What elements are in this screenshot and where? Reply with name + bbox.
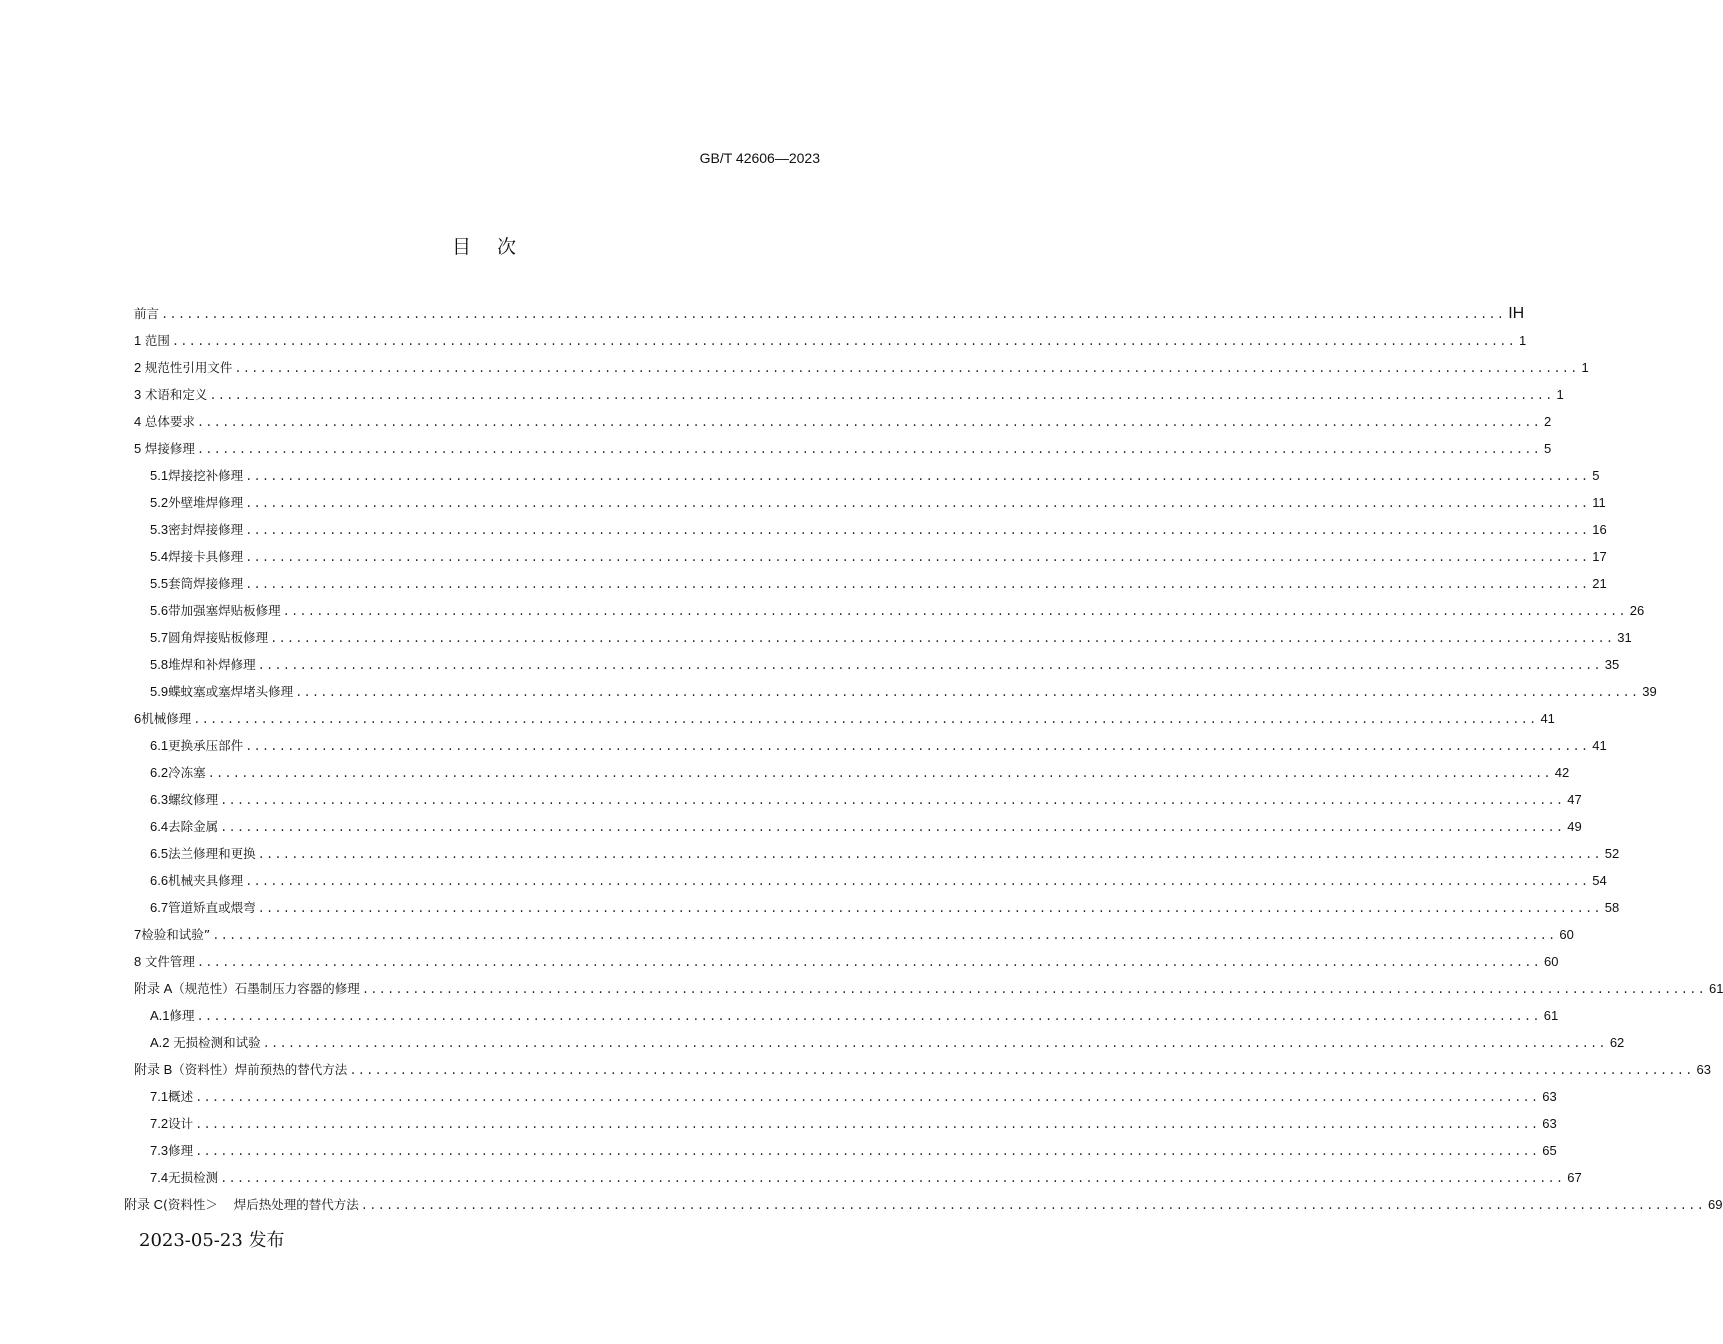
toc-dot-leader: ................................................................................................................................................................ [234,362,1579,376]
toc-entry[interactable] [150,1167,1582,1194]
toc-entry-title: 无损检测 [168,1170,219,1185]
toc-entry-title: 去除金属 [168,819,219,834]
toc-entry[interactable] [134,438,1552,465]
toc-entry-page: 26 [1629,603,1645,618]
toc-dot-leader: ................................................................................................................................................................ [262,1037,1607,1051]
toc-entry[interactable] [150,762,1570,789]
toc-entry-title: 机械夹具修理 [168,873,244,888]
toc-entry-title: 焊接修理 [144,441,195,456]
toc-entry-number: A.2 [150,1035,174,1050]
toc-entry[interactable] [150,519,1607,546]
toc-entry-page: 54 [1592,873,1607,888]
toc-entry-page: 65 [1542,1143,1557,1158]
toc-entry[interactable] [150,1113,1557,1140]
toc-entry[interactable] [150,546,1607,573]
toc-dot-leader: ................................................................................................................................................................ [161,308,1506,322]
standard-number: GB/T 42606—2023 [699,150,820,166]
toc-dot-leader: ................................................................................................................................................................ [196,416,1542,430]
toc-entry-page: 1 [1581,360,1589,375]
toc-entry-title: 蝶蚊塞或塞焊堵头修理 [168,684,294,699]
toc-entry-page: 16 [1592,522,1607,537]
toc-entry-title: 前言 [134,306,160,321]
toc-dot-leader: ................................................................................................................................................................ [220,1172,1565,1186]
toc-entry-number: 2 [134,360,145,375]
toc-entry[interactable] [150,654,1620,681]
toc-entry-page: 63 [1542,1116,1557,1131]
toc-entry-title: 冷冻塞 [168,765,206,780]
toc-dot-leader: ................................................................................................................................................................ [245,551,1590,565]
toc-entry-title: 外壁堆焊修理 [168,495,244,510]
toc-entry[interactable] [150,1005,1559,1032]
toc-entry-title: 检验和试验” [141,927,211,942]
toc-entry-page: 49 [1567,819,1582,834]
toc-entry-title: 修理 [168,1143,194,1158]
toc-dot-leader: ................................................................................................................................................................ [196,956,1542,970]
toc-entry[interactable] [150,492,1606,519]
toc-entry-page: 5 [1592,468,1600,483]
toc-entry-number: A.1 [150,1008,170,1023]
toc-entry-number: 5.8 [150,657,169,672]
toc-entry-number: 3 [134,387,145,402]
toc-entry-page: 60 [1544,954,1559,969]
toc-entry-title: 术语和定义 [144,387,208,402]
toc-entry[interactable] [134,357,1589,384]
toc-entry-page: 67 [1567,1170,1582,1185]
toc-entry-title: 概述 [168,1089,194,1104]
toc-dot-leader: ................................................................................................................................................................ [257,659,1602,673]
toc-dot-leader: ................................................................................................................................................................ [195,1118,1540,1132]
toc-entry-number: 6.1 [150,738,169,753]
toc-entry-page: 39 [1642,684,1657,699]
toc-dot-leader: ................................................................................................................................................................ [212,929,1557,943]
toc-dot-leader: ................................................................................................................................................................ [360,1199,1705,1213]
toc-entry-page: 31 [1617,630,1632,645]
toc-dot-leader: ................................................................................................................................................................ [220,821,1565,835]
toc-dot-leader: ................................................................................................................................................................ [171,335,1517,349]
toc-entry-title: 密封焊接修理 [168,522,244,537]
toc-entry-number: 附录 B [134,1062,173,1077]
table-of-contents [0,303,1723,1221]
toc-entry-number: 7.2 [150,1116,169,1131]
toc-entry[interactable] [134,303,1525,330]
toc-dot-leader: ................................................................................................................................................................ [193,713,1538,727]
toc-entry-page: 35 [1604,657,1620,672]
toc-entry-page: 52 [1604,846,1620,861]
toc-entry-number: 7 [134,927,142,942]
toc-entry-number: 5.9 [150,684,169,699]
toc-entry[interactable] [150,600,1645,627]
toc-entry-title: 修理 [169,1008,195,1023]
toc-dot-leader: ................................................................................................................................................................ [295,686,1640,700]
toc-entry-page: IH [1508,305,1525,322]
toc-dot-leader: ................................................................................................................................................................ [195,1145,1540,1159]
toc-entry[interactable] [134,384,1564,411]
toc-entry-title: 无损检测和试验 [173,1035,261,1050]
toc-entry[interactable] [124,1194,1723,1221]
toc-entry[interactable] [150,1086,1557,1113]
toc-entry[interactable] [150,816,1582,843]
toc-dot-leader: ................................................................................................................................................................ [209,389,1554,403]
toc-entry-page: 2 [1544,414,1552,429]
toc-entry-number: 1 [134,333,145,348]
toc-entry[interactable] [150,681,1657,708]
toc-entry-number: 5.3 [150,522,169,537]
toc-entry[interactable] [150,897,1620,924]
toc-dot-leader: ................................................................................................................................................................ [270,632,1615,646]
toc-dot-leader: ................................................................................................................................................................ [195,1091,1540,1105]
toc-entry-page: 62 [1609,1035,1625,1050]
toc-entry-page: 61 [1709,981,1723,996]
toc-entry[interactable] [150,573,1607,600]
toc-entry-title: 法兰修理和更换 [168,846,256,861]
toc-entry-number: 6.3 [150,792,169,807]
toc-entry-number: 5.1 [150,468,169,483]
toc-entry-title: 机械修理 [141,711,192,726]
toc-dot-leader: ................................................................................................................................................................ [196,1010,1541,1024]
toc-dot-leader: ................................................................................................................................................................ [245,578,1590,592]
toc-entry-title: 螺纹修理 [168,792,219,807]
toc-entry-page: 17 [1592,549,1607,564]
toc-entry-page: 47 [1567,792,1582,807]
toc-dot-leader: ................................................................................................................................................................ [196,443,1542,457]
toc-entry[interactable] [134,924,1574,951]
toc-entry-title: （规范性）石墨制压力容器的修理 [172,981,360,996]
toc-entry-number: 6.6 [150,873,169,888]
toc-entry-page: 63 [1542,1089,1557,1104]
toc-entry[interactable] [150,789,1582,816]
toc-dot-leader: ................................................................................................................................................................ [207,767,1552,781]
toc-entry-page: 1 [1556,387,1564,402]
toc-entry-page: 1 [1519,333,1527,348]
toc-entry-title: 套筒焊接修理 [168,576,244,591]
toc-entry-title: 设计 [168,1116,194,1131]
toc-entry[interactable] [150,843,1620,870]
toc-entry-title: 文件管理 [144,954,195,969]
toc-entry-title: (资料性＞ 焊后热处理的替代方法 [163,1197,359,1212]
toc-entry-page: 69 [1707,1197,1723,1212]
toc-entry-page: 41 [1592,738,1607,753]
toc-entry-title: 带加强塞焊贴板修理 [168,603,281,618]
toc-entry-number: 6.5 [150,846,169,861]
toc-entry[interactable] [134,951,1559,978]
toc-entry-page: 11 [1592,495,1606,510]
toc-entry[interactable] [134,330,1527,357]
toc-entry-page: 61 [1543,1008,1559,1023]
toc-entry[interactable] [150,465,1600,492]
toc-entry[interactable] [134,411,1552,438]
toc-entry[interactable] [134,708,1555,735]
toc-entry[interactable] [150,735,1607,762]
toc-entry-title: 焊接卡具修理 [168,549,244,564]
toc-dot-leader: ................................................................................................................................................................ [220,794,1565,808]
toc-entry-number: 6.4 [150,819,169,834]
toc-entry-page: 60 [1559,927,1574,942]
toc-entry[interactable] [134,978,1723,1005]
toc-entry-title: 管道矫直或煨弯 [168,900,256,915]
toc-dot-leader: ................................................................................................................................................................ [245,524,1590,538]
toc-entry-page: 42 [1554,765,1570,780]
toc-entry-number: 5.4 [150,549,169,564]
toc-dot-leader: ................................................................................................................................................................ [245,470,1590,484]
toc-entry-number: 5.6 [150,603,169,618]
toc-dot-leader: ................................................................................................................................................................ [245,875,1590,889]
toc-entry-number: 7.3 [150,1143,169,1158]
toc-entry-number: 5 [134,441,145,456]
toc-entry-title: 焊接挖补修理 [168,468,244,483]
toc-entry-page: 21 [1592,576,1607,591]
toc-entry-number: 4 [134,414,145,429]
toc-entry-number: 6.7 [150,900,169,915]
toc-entry-number: 附录 A [134,981,173,996]
toc-entry-title: 规范性引用文件 [144,360,233,375]
toc-title: 目 次 [451,236,527,258]
toc-entry-number: 附录 C [124,1197,164,1212]
toc-entry[interactable] [150,1140,1557,1167]
toc-entry-page: 41 [1540,711,1555,726]
toc-dot-leader: ................................................................................................................................................................ [245,740,1590,754]
toc-entry-number: 5.7 [150,630,169,645]
toc-entry-page: 58 [1604,900,1620,915]
toc-entry-number: 8 [134,954,145,969]
toc-dot-leader: ................................................................................................................................................................ [282,605,1627,619]
toc-dot-leader: ................................................................................................................................................................ [257,848,1602,862]
toc-entry-number: 5.2 [150,495,169,510]
toc-entry-title: （资料性）焊前预热的替代方法 [172,1062,348,1077]
toc-entry[interactable] [134,1059,1711,1086]
toc-entry[interactable] [150,870,1607,897]
toc-dot-leader: ................................................................................................................................................................ [361,983,1706,997]
toc-dot-leader: ................................................................................................................................................................ [257,902,1602,916]
toc-entry[interactable] [150,1032,1625,1059]
toc-entry-number: 6.2 [150,765,169,780]
toc-entry-title: 更换承压部件 [168,738,244,753]
toc-entry-number: 7.1 [150,1089,169,1104]
toc-entry[interactable] [150,627,1632,654]
toc-entry-number: 5.5 [150,576,169,591]
toc-entry-title: 圆角焊接贴板修理 [168,630,269,645]
toc-entry-page: 63 [1696,1062,1711,1077]
toc-entry-number: 6 [134,711,142,726]
toc-entry-title: 堆焊和补焊修理 [168,657,256,672]
toc-dot-leader: ................................................................................................................................................................ [349,1064,1694,1078]
toc-entry-number: 7.4 [150,1170,169,1185]
toc-dot-leader: ................................................................................................................................................................ [245,497,1590,511]
toc-entry-title: 总体要求 [144,414,195,429]
toc-entry-page: 5 [1544,441,1552,456]
issue-date: 2023-05-23 发布 [139,1230,285,1251]
toc-entry-title: 范围 [144,333,170,348]
